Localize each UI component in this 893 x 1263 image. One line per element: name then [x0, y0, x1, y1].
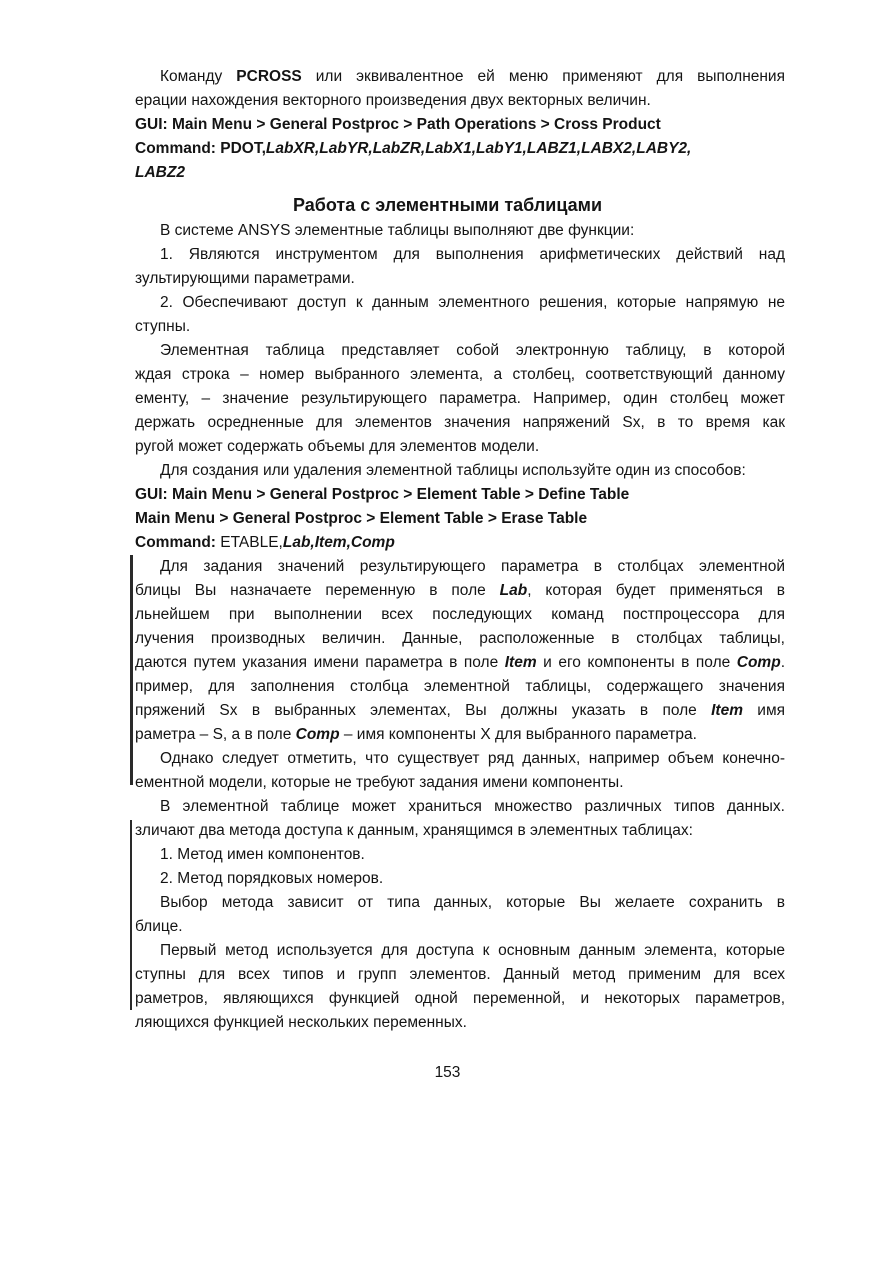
- paragraph-lab-line-4: лучения производных величин. Данные, расположенные в столбцах таблицы,: [135, 630, 785, 647]
- paragraph-lab-line-1: Для задания значений результирующего параметра в столбцах элементной: [160, 558, 785, 575]
- gui-path-cross-product: GUI: Main Menu > General Postproc > Path Operations > Cross Product: [135, 116, 661, 133]
- paragraph-first-method-line-3: раметров, являющихся функцией одной переменной, и некоторых параметров,: [135, 990, 785, 1007]
- paragraph-choice-line-2: блице.: [135, 918, 183, 935]
- paragraph-types-line-2: зличают два метода доступа к данным, хранящимся в элементных таблицах:: [135, 822, 693, 839]
- paragraph-types-line-1: В элементной таблице может храниться множество различных типов данных.: [160, 798, 785, 815]
- paragraph-table-line-1: Элементная таблица представляет собой электронную таблицу, в которой: [160, 342, 785, 359]
- command-pdot-continued: LABZ2: [135, 164, 185, 181]
- paragraph-lab-line-6: пример, для заполнения столбца элементной таблицы, содержащего значения: [135, 678, 785, 695]
- paragraph-lab-line-7: пряжений Sx в выбранных элементах, Вы должны указать в поле Item имя: [135, 702, 785, 719]
- gui-path-erase-table: Main Menu > General Postproc > Element Table > Erase Table: [135, 510, 588, 527]
- paragraph-methods-intro: Для создания или удаления элементной таблицы используйте один из способов:: [160, 462, 746, 479]
- scan-edge-shadow: [130, 555, 133, 785]
- paragraph-lab-line-8: раметра – S, а в поле Comp – имя компоненты X для выбранного параметра.: [135, 726, 697, 743]
- paragraph-functions-intro: В системе ANSYS элементные таблицы выполняют две функции:: [160, 222, 635, 239]
- command-pdot: Command: PDOT,LabXR,LabYR,LabZR,LabX1,LabY1,LABZ1,LABX2,LABY2,: [135, 140, 692, 157]
- paragraph-first-method-line-2: ступны для всех типов и групп элементов. Данный метод применим для всех: [135, 966, 785, 983]
- paragraph-table-line-3: ементу, – значение результирующего параметра. Например, один столбец может: [135, 390, 785, 407]
- paragraph-table-line-5: ругой может содержать объемы для элементов модели.: [135, 438, 540, 455]
- paragraph-note-line-2: ементной модели, которые не требуют задания имени компоненты.: [135, 774, 624, 791]
- command-etable: Command: ETABLE,Lab,Item,Comp: [135, 534, 395, 551]
- paragraph-lab-line-3: льнейшем при выполнении всех последующих команд постпроцессора для: [135, 606, 785, 623]
- list-item-1-line-2: зультирующими параметрами.: [135, 270, 355, 287]
- paragraph-table-line-2: ждая строка – номер выбранного элемента, а столбец, соответствующий данному: [135, 366, 785, 383]
- paragraph-lab-line-5: даются путем указания имени параметра в поле Item и его компоненты в поле Comp.: [135, 654, 785, 671]
- paragraph-first-method-line-4: ляющихся функцией нескольких переменных.: [135, 1014, 467, 1031]
- paragraph-note-line-1: Однако следует отметить, что существует ряд данных, например объем конечно-: [160, 750, 785, 767]
- list-item-2-line-1: 2. Обеспечивают доступ к данным элементного решения, которые напрямую не: [160, 294, 785, 311]
- section-heading: Работа с элементными таблицами: [292, 195, 603, 215]
- list-item-1-line-1: 1. Являются инструментом для выполнения арифметических действий над: [160, 246, 785, 263]
- pcross-command: PCROSS: [236, 68, 302, 85]
- paragraph-choice-line-1: Выбор метода зависит от типа данных, которые Вы желаете сохранить в: [160, 894, 785, 911]
- intro-line-2: ерации нахождения векторного произведения двух векторных величин.: [135, 92, 651, 109]
- page-number: 153: [434, 1064, 461, 1081]
- paragraph-first-method-line-1: Первый метод используется для доступа к основным данным элемента, которые: [160, 942, 785, 959]
- intro-line-1: Команду PCROSS или эквивалентное ей меню применяют для выполнения: [160, 68, 785, 85]
- method-item-1: 1. Метод имен компонентов.: [160, 846, 365, 863]
- paragraph-lab-line-2: блицы Вы назначаете переменную в поле Lab, которая будет применяться в: [135, 582, 785, 599]
- gui-path-define-table: GUI: Main Menu > General Postproc > Element Table > Define Table: [135, 486, 630, 503]
- list-item-2-line-2: ступны.: [135, 318, 191, 335]
- scan-edge-shadow-lower: [130, 820, 132, 1010]
- paragraph-table-line-4: держать осредненные для элементов значения напряжений Sx, в то время как: [135, 414, 785, 431]
- method-item-2: 2. Метод порядковых номеров.: [160, 870, 384, 887]
